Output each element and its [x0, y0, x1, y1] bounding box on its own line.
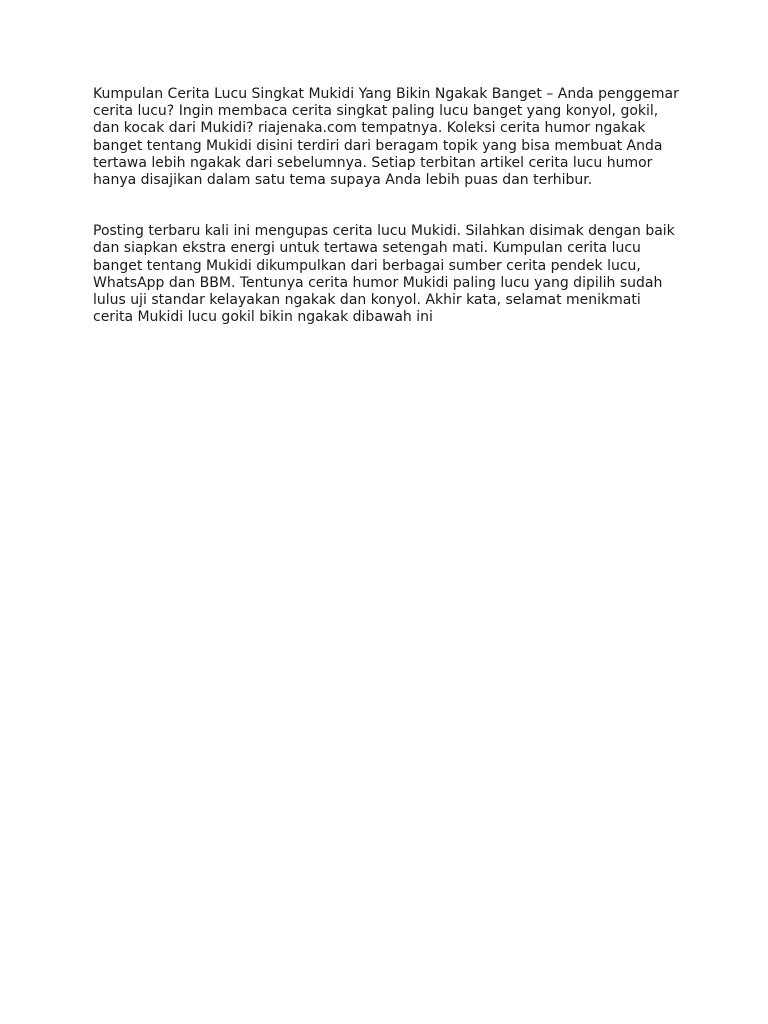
second-paragraph: Posting terbaru kali ini mengupas cerita lucu Mukidi. Silahkan disimak dengan baik dan siapkan ekstra energi untuk tertawa setengah mati. Kumpulan cerita lucu banget tentang Mukidi dikumpulkan dari berbagai sumber cerita pendek lucu, WhatsApp dan BBM. Tentunya cerita humor Mukidi paling lucu yang dipilih sudah lulus uji standar kelayakan ngakak dan konyol. Akhir kata, selamat menikmati cerita Mukidi lucu gokil bikin ngakak dibawah ini — [93, 223, 675, 326]
intro-paragraph: Kumpulan Cerita Lucu Singkat Mukidi Yang Bikin Ngakak Banget – Anda penggemar cerita lucu? Ingin membaca cerita singkat paling lucu banget yang konyol, gokil, dan kocak dari Mukidi? riajenaka.com tempatnya. Koleksi cerita humor ngakak banget tentang Mukidi disini terdiri dari beragam topik yang bisa membuat Anda tertawa lebih ngakak dari sebelumnya. Setiap terbitan artikel cerita lucu humor hanya disajikan dalam satu tema supaya Anda lebih puas dan terhibur. — [93, 86, 679, 189]
document-body — [93, 86, 683, 326]
